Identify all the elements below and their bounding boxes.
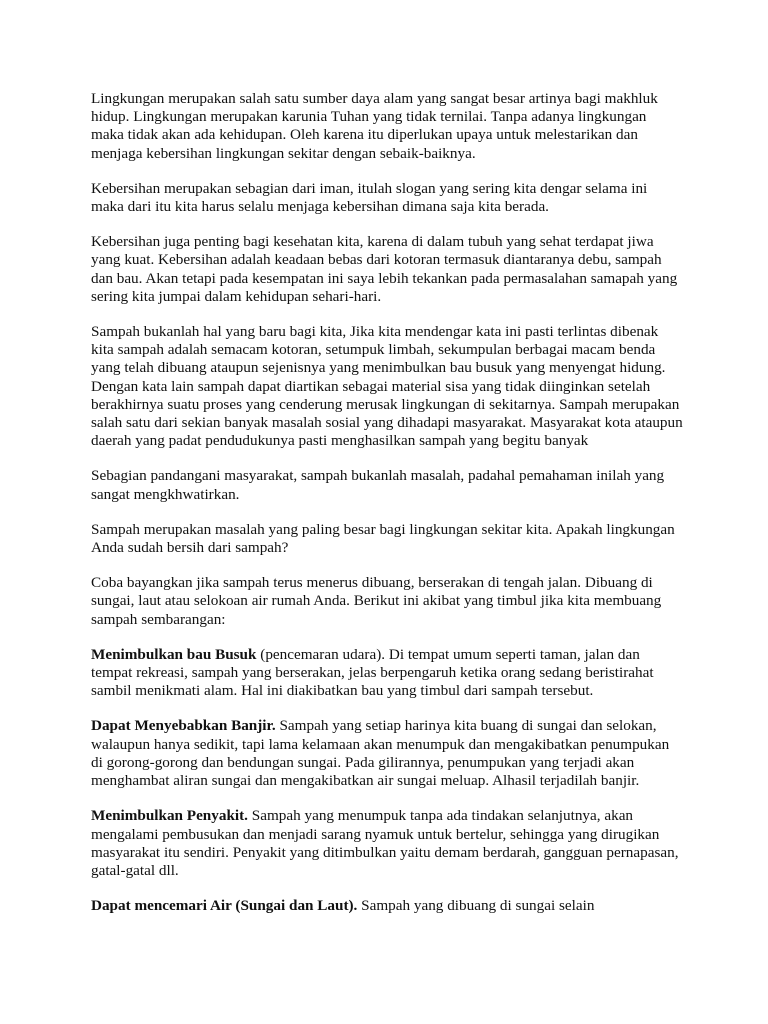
- heading-penyakit: Menimbulkan Penyakit.: [91, 807, 248, 825]
- paragraph-2: [91, 180, 691, 216]
- paragraph-3-text: Kebersihan juga penting bagi kesehatan kita, karena di dalam tubuh yang sehat terdapat jiwa yang kuat. Kebersihan adalah keadaan bebas dari kotoran termasuk diantaranya debu, sampah dan bau. Akan tetapi pada kesempatan ini saya lebih tekankan pada permasalahan samapah yang sering kita jumpai dalam kehidupan sehari-hari.: [91, 233, 678, 305]
- paragraph-banjir: [91, 717, 691, 790]
- paragraph-penyakit: [91, 807, 691, 880]
- paragraph-4-text: Sampah bukanlah hal yang baru bagi kita, Jika kita mendengar kata ini pasti terlintas dibenak kita sampah adalah semacam kotoran, setumpuk limbah, sekumpulan berbagai macam benda yang telah dibuang ataupun sejenisnya yang menimbulkan bau busuk yang menyengat hidung. Dengan kata lain sampah dapat diartikan sebagai material sisa yang tidak diinginkan setelah berakhirnya suatu proses yang cenderung merusak lingkungan di sekitarnya. Sampah merupakan salah satu dari sekian banyak masalah sosial yang dihadapi masyarakat. Masyarakat kota ataupun daerah yang padat pendudukunya pasti menghasilkan sampah yang begitu banyak: [91, 323, 683, 450]
- paragraph-4: [91, 323, 691, 450]
- heading-banjir: Dapat Menyebabkan Banjir.: [91, 717, 276, 735]
- paragraph-5-text: Sebagian pandangani masyarakat, sampah bukanlah masalah, padahal pemahaman inilah yang sangat mengkhwatirkan.: [91, 467, 665, 503]
- paragraph-5: [91, 467, 691, 503]
- paragraph-7: [91, 574, 691, 629]
- paragraph-6: [91, 521, 691, 557]
- paragraph-7-text: Coba bayangkan jika sampah terus menerus dibuang, berserakan di tengah jalan. Dibuang di sungai, laut atau selokoan air rumah Anda. Berikut ini akibat yang timbul jika kita membuang sampah sembarangan:: [91, 574, 662, 628]
- paragraph-mencemari-air-text: Sampah yang dibuang di sungai selain: [357, 897, 595, 915]
- paragraph-2-text: Kebersihan merupakan sebagian dari iman, itulah slogan yang sering kita dengar selama ini maka dari itu kita harus selalu menjaga kebersihan dimana saja kita berada.: [91, 179, 648, 216]
- paragraph-1-text: Lingkungan merupakan salah satu sumber daya alam yang sangat besar artinya bagi makhluk hidup. Lingkungan merupakan karunia Tuhan yang tidak ternilai. Tanpa adanya lingkungan maka tidak akan ada kehidupan. Oleh karena itu diperlukan upaya untuk melestarikan dan menjaga kebersihan lingkungan sekitar dengan sebaik-baiknya.: [91, 90, 658, 162]
- paragraph-bau-busuk: [91, 646, 691, 701]
- paragraph-mencemari-air: [91, 897, 691, 915]
- paragraph-1: [91, 90, 691, 163]
- heading-bau-busuk: Menimbulkan bau Busuk: [91, 645, 257, 663]
- paragraph-banjir-text: Sampah yang setiap harinya kita buang di sungai dan selokan, walaupun hanya sedikit, tapi lama kelamaan akan menumpuk dan mengakibatkan penumpukan di gorong-gorong dan bendungan sungai. Pada gilirannya, penumpukan yang terjadi akan menghambat aliran sungai dan mengakibatkan air sungai meluap. Alhasil terjadilah banjir.: [91, 717, 670, 790]
- document-page: [91, 90, 691, 932]
- paragraph-penyakit-text: Sampah yang menumpuk tanpa ada tindakan selanjutnya, akan mengalami pembusukan dan menjadi sarang nyamuk untuk bertelur, sehingga yang dirugikan masyarakat itu sendiri. Penyakit yang ditimbulkan yaitu demam berdarah, gangguan pernapasan, gatal-gatal dll.: [91, 807, 679, 879]
- paragraph-6-text: Sampah merupakan masalah yang paling besar bagi lingkungan sekitar kita. Apakah lingkungan Anda sudah bersih dari sampah?: [91, 520, 675, 557]
- paragraph-3: [91, 233, 691, 306]
- heading-mencemari-air: Dapat mencemari Air (Sungai dan Laut).: [91, 897, 358, 915]
- paragraph-bau-busuk-text: (pencemaran udara). Di tempat umum seperti taman, jalan dan tempat rekreasi, sampah yang berserakan, jelas berpengaruh ketika orang sedang beristirahat sambil menikmati alam. Hal ini diakibatkan bau yang timbul dari sampah tersebut.: [91, 645, 654, 700]
